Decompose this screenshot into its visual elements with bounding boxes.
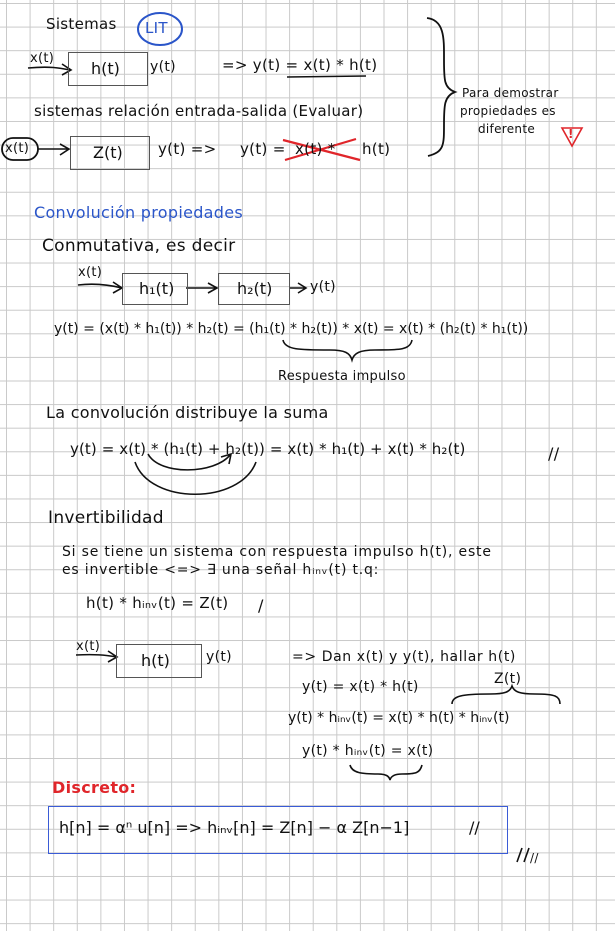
comm-input-arrow — [78, 282, 122, 293]
note-line-2: propiedades es — [460, 104, 556, 118]
lit-block-label: h(t) — [91, 59, 120, 78]
distributive-heading: La convolución distribuye la suma — [46, 403, 329, 422]
lit-relation: => y(t) = x(t) * h(t) — [222, 56, 378, 74]
discrete-equation: h[n] = αⁿ u[n] => hᵢₙᵥ[n] = Z[n] − α Z[n−1] — [59, 818, 410, 837]
comm-block-1 — [122, 273, 188, 305]
comm-equation: y(t) = (x(t) * h₁(t)) * h₂(t) = (h₁(t) * h₂(t)) * x(t) = x(t) * (h₂(t) * h₁(t)) — [54, 321, 529, 337]
commutative-heading: Conmutativa, es decir — [42, 236, 236, 256]
hinv-brace — [350, 765, 422, 780]
inv-output-label: y(t) — [206, 649, 232, 665]
right-brace — [427, 18, 455, 156]
inv-step-3: y(t) * hᵢₙᵥ(t) = x(t) — [302, 743, 434, 759]
note-exclamation: ! — [568, 127, 574, 141]
inv-block-label: h(t) — [141, 651, 170, 670]
lit-block — [68, 52, 148, 86]
comm-output-label: y(t) — [310, 279, 336, 295]
comm-block-2-label: h₂(t) — [237, 279, 273, 298]
inv-block — [116, 644, 202, 678]
z-brace — [452, 686, 560, 704]
discrete-end-mark: // — [469, 818, 480, 837]
impulse-brace-label: Respuesta impulso — [278, 369, 406, 384]
comm-input-label: x(t) — [78, 265, 103, 280]
io-input-arrow — [38, 144, 69, 155]
invertibility-heading: Invertibilidad — [48, 508, 164, 528]
note-line-3: diferente — [478, 122, 536, 136]
distributive-end-mark: // — [548, 444, 560, 463]
lit-heading: Sistemas — [46, 15, 117, 33]
io-expr-end: h(t) — [362, 140, 391, 158]
io-input-label: x(t) — [5, 141, 30, 156]
discrete-bottom-mark: // — [530, 851, 539, 865]
inv-given: => Dan x(t) y y(t), hallar h(t) — [292, 649, 516, 665]
dist-arrow-2 — [135, 462, 256, 494]
lit-circled-label: LIT — [145, 19, 168, 37]
convolution-title: Convolución propiedades — [34, 203, 244, 222]
inv-step-1: y(t) = x(t) * h(t) — [302, 679, 419, 695]
comm-block-1-label: h₁(t) — [139, 279, 175, 298]
comm-mid-arrow — [186, 283, 217, 293]
io-expr-crossed: x(t) * — [295, 140, 336, 158]
comm-block-2 — [218, 273, 290, 305]
lit-underline — [287, 76, 366, 77]
discrete-frame — [48, 806, 508, 854]
impulse-brace — [283, 340, 412, 360]
comm-output-arrow — [289, 283, 306, 293]
distributive-equation: y(t) = x(t) * (h₁(t) + h₂(t)) = x(t) * h₁(t) + x(t) * h₂(t) — [70, 440, 466, 458]
inv-input-label: x(t) — [76, 639, 101, 654]
invertibility-cond-mark: / — [258, 596, 264, 615]
invertibility-line-2: es invertible <=> ∃ una señal hᵢₙᵥ(t) t.q: — [62, 562, 380, 578]
lit-output-label: y(t) — [150, 59, 176, 75]
io-output-label: y(t) => — [158, 140, 217, 158]
inv-step-1-label: Z(t) — [494, 671, 522, 687]
io-expr-start: y(t) = — [240, 140, 286, 158]
lit-input-label: x(t) — [30, 51, 55, 66]
discrete-title: Discreto: — [52, 778, 137, 797]
inv-step-2: y(t) * hᵢₙᵥ(t) = x(t) * h(t) * hᵢₙᵥ(t) — [288, 710, 510, 726]
invertibility-condition: h(t) * hᵢₙᵥ(t) = Z(t) — [86, 594, 229, 612]
note-line-1: Para demostrar — [462, 86, 559, 100]
io-block — [70, 136, 150, 170]
invertibility-line-1: Si se tiene un sistema con respuesta impulso h(t), este — [62, 544, 492, 560]
bottom-double-slash — [517, 848, 529, 862]
io-heading: sistemas relación entrada-salida (Evaluar) — [34, 102, 364, 120]
io-block-label: Z(t) — [93, 143, 123, 162]
